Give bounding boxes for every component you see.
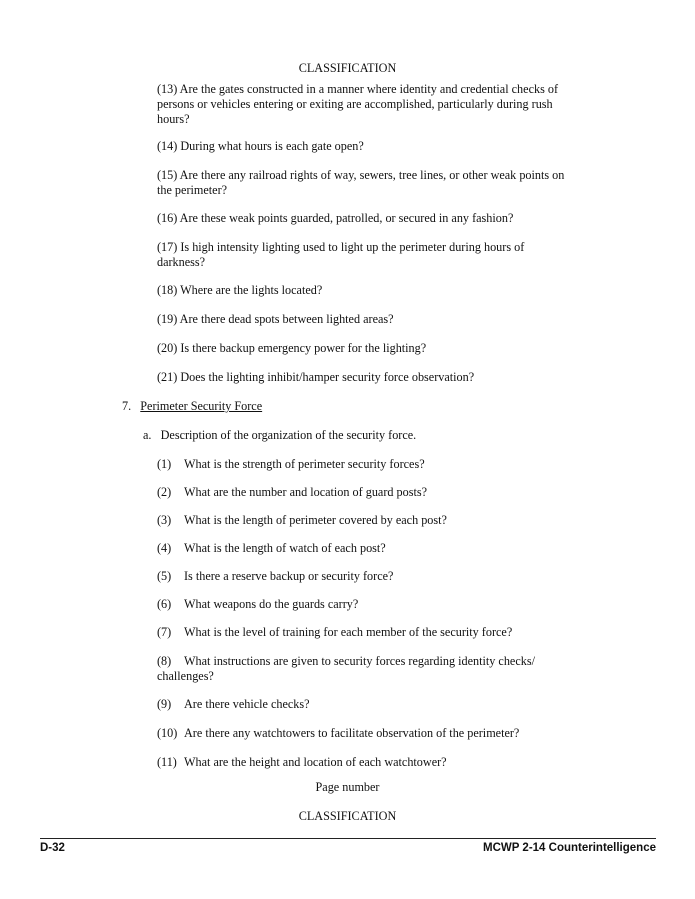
item-text: Are there any watchtowers to facilitate observation of the perimeter? — [184, 726, 520, 740]
question-14: (14) During what hours is each gate open? — [157, 139, 364, 153]
item-number: (9) — [157, 697, 172, 711]
list-item — [157, 485, 567, 500]
subsection-text: Description of the organization of the security force. — [160, 428, 417, 442]
item-number: (7) — [157, 625, 172, 639]
item-number: (1) — [157, 457, 172, 471]
list-item — [157, 625, 567, 640]
question-17: (17) Is high intensity lighting used to light up the perimeter during hours of darkness? — [157, 240, 525, 269]
item-number: (10) — [157, 726, 178, 740]
subsection-letter: a. — [143, 428, 152, 442]
classification-header: CLASSIFICATION — [298, 61, 397, 75]
list-item — [157, 697, 567, 712]
list-item — [157, 654, 567, 684]
item-text: What is the level of training for each member of the security force? — [184, 625, 513, 639]
list-item — [157, 513, 567, 528]
item-number: (2) — [157, 485, 172, 499]
item-text: What is the length of watch of each post? — [184, 541, 386, 555]
item-text: Is there a reserve backup or security force? — [184, 569, 394, 583]
list-item — [157, 569, 567, 584]
question-20: (20) Is there backup emergency power for the lighting? — [157, 341, 427, 355]
section-number: 7. — [122, 399, 132, 413]
question-21: (21) Does the lighting inhibit/hamper security force observation? — [157, 370, 475, 384]
item-text: What instructions are given to security forces regarding identity checks/ challenges? — [157, 654, 535, 683]
question-15: (15) Are there any railroad rights of way, sewers, tree lines, or other weak points on the perimeter? — [157, 168, 565, 197]
list-item — [157, 755, 567, 770]
classification-footer: CLASSIFICATION — [298, 809, 397, 823]
item-text: What is the length of perimeter covered by each post? — [184, 513, 447, 527]
item-text: What are the number and location of guard posts? — [184, 485, 427, 499]
list-item — [157, 726, 567, 741]
list-item — [157, 541, 567, 556]
item-text: What is the strength of perimeter security forces? — [184, 457, 425, 471]
footer-publication: MCWP 2-14 Counterintelligence — [483, 842, 656, 854]
item-text: Are there vehicle checks? — [184, 697, 310, 711]
section-heading — [122, 399, 262, 414]
subsection-a — [143, 428, 416, 443]
item-text: What are the height and location of each watchtower? — [184, 755, 447, 769]
list-item — [157, 457, 567, 472]
list-item — [157, 597, 567, 612]
footer-page-id: D-32 — [40, 842, 65, 854]
question-16: (16) Are these weak points guarded, patrolled, or secured in any fashion? — [157, 211, 514, 225]
item-number: (6) — [157, 597, 172, 611]
item-number: (3) — [157, 513, 172, 527]
item-number: (11) — [157, 755, 177, 769]
question-19: (19) Are there dead spots between lighted areas? — [157, 312, 394, 326]
item-text: What weapons do the guards carry? — [184, 597, 359, 611]
question-18: (18) Where are the lights located? — [157, 283, 323, 297]
section-title: Perimeter Security Force — [140, 399, 263, 413]
footer-divider — [40, 838, 656, 839]
page-number-placeholder: Page number — [315, 780, 380, 794]
question-13: (13) Are the gates constructed in a manner where identity and credential checks of persons or vehicles entering or exiting are accomplished, particularly during rush hours? — [157, 82, 559, 126]
item-number: (5) — [157, 569, 172, 583]
item-number: (8) — [157, 654, 172, 668]
item-number: (4) — [157, 541, 172, 555]
